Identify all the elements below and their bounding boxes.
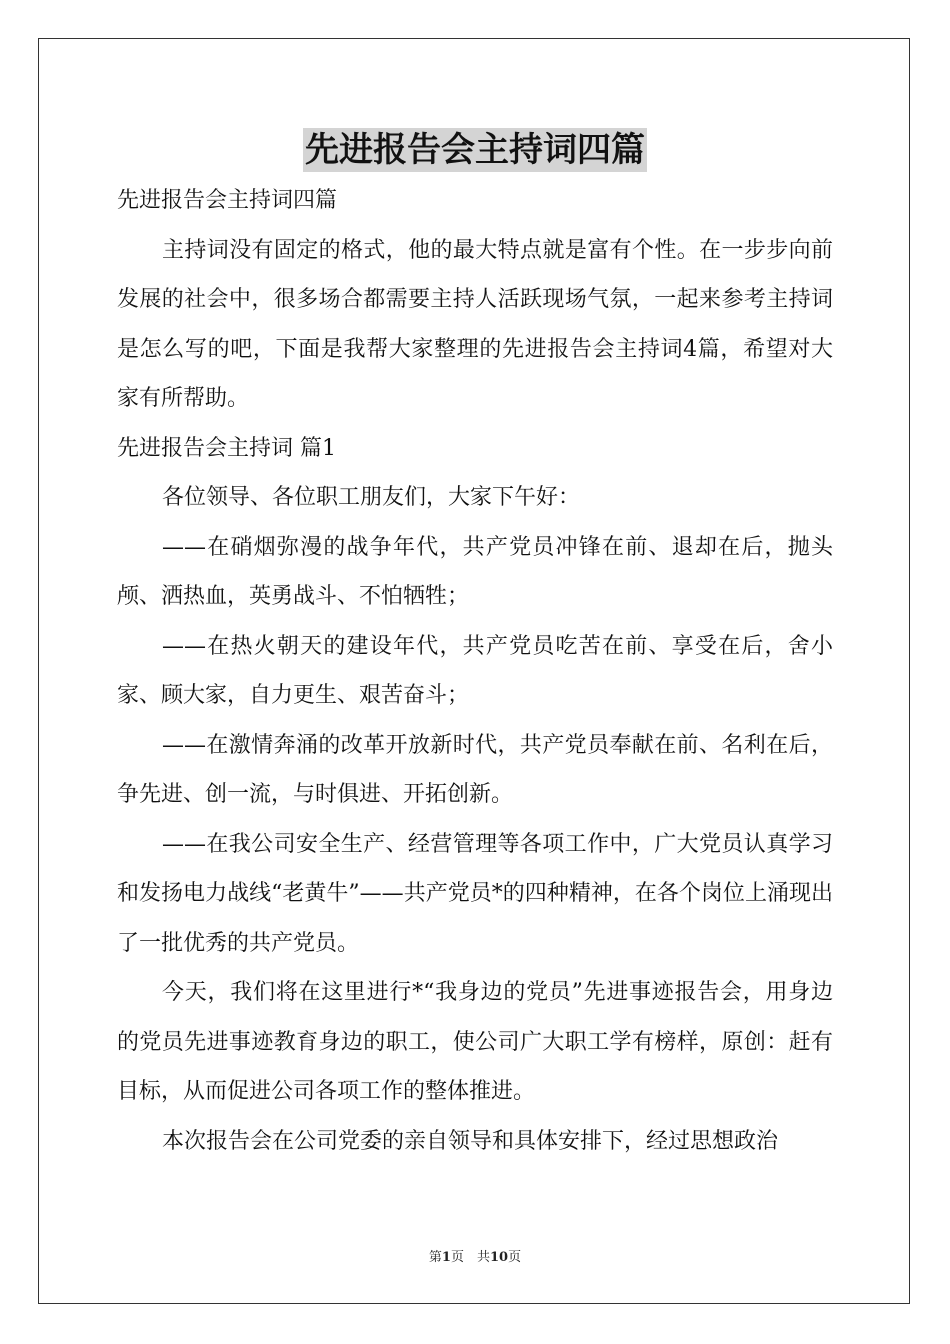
- paragraph: ——在激情奔涌的改革开放新时代，共产党员奉献在前、名利在后，争先进、创一流，与时俱进、开拓创新。: [117, 732, 833, 807]
- paragraph: 今天，我们将在这里进行*“我身边的党员”先进事迹报告会，用身边的党员先进事迹教育身边的职工，使公司广大职工学有榜样，原创：赶有目标，从而促进公司各项工作的整体推进。: [117, 980, 833, 1104]
- paragraph: 主持词没有固定的格式，他的最大特点就是富有个性。在一步步向前发展的社会中，很多场合都需要主持人活跃现场气氛，一起来参考主持词是怎么写的吧，下面是我帮大家整理的先进报告会主持词4篇，希望对大家有所帮助。: [117, 237, 833, 411]
- paragraph: 先进报告会主持词四篇: [117, 188, 338, 213]
- paragraph: 本次报告会在公司党委的亲自领导和具体安排下，经过思想政治: [162, 1128, 779, 1154]
- page-footer: [0, 1246, 950, 1265]
- footer-suffix: 页: [508, 1250, 522, 1265]
- paragraph: ——在硝烟弥漫的战争年代，共产党员冲锋在前、退却在后，抛头颅、洒热血，英勇战斗、不怕牺牲；: [117, 534, 833, 609]
- footer-page-number: 1: [441, 1250, 451, 1265]
- footer-total-pages: 10: [489, 1250, 509, 1265]
- paragraph: 先进报告会主持词 篇1: [117, 435, 336, 461]
- paragraph: ——在我公司安全生产、经营管理等各项工作中，广大党员认真学习和发扬电力战线“老黄牛”——共产党员*的四种精神，在各个岗位上涌现出了一批优秀的共产党员。: [117, 831, 833, 956]
- footer-prefix: 第: [428, 1250, 442, 1265]
- paragraph: 各位领导、各位职工朋友们，大家下午好：: [162, 485, 581, 510]
- document-title: 先进报告会主持词四篇: [305, 130, 645, 170]
- footer-mid: 页 共: [450, 1250, 490, 1265]
- document-body: [117, 176, 833, 1166]
- title-container: [0, 128, 950, 172]
- paragraph: ——在热火朝天的建设年代，共产党员吃苦在前、享受在后，舍小家、顾大家，自力更生、艰苦奋斗；: [117, 633, 833, 708]
